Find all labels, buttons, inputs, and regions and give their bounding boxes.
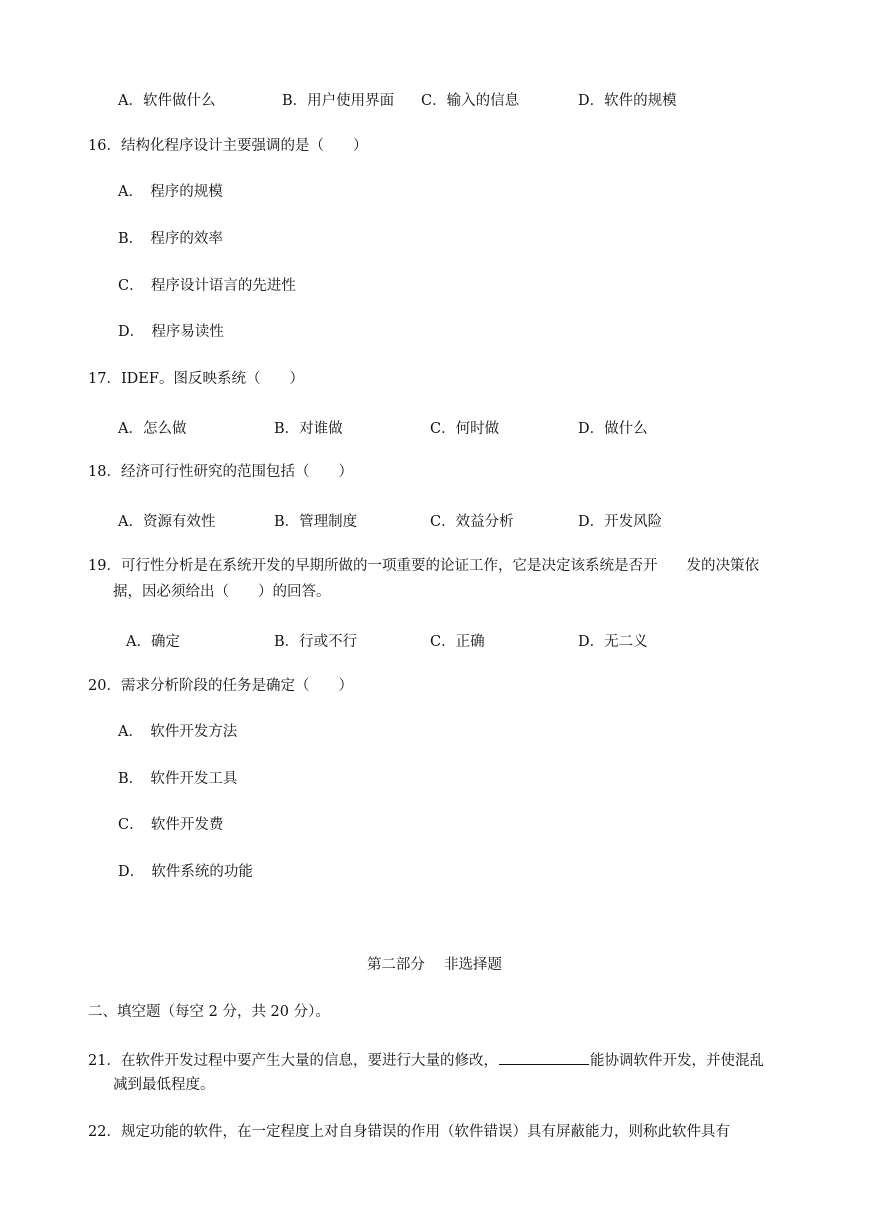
q20-stem: 20．需求分析阶段的任务是确定（ ）: [88, 678, 353, 694]
q19-option-c: C．正确: [430, 634, 485, 650]
part2-title: 第二部分 非选择题: [366, 957, 503, 973]
q20-option-a: A． 软件开发方法: [118, 724, 238, 740]
q18-stem: 18．经济可行性研究的范围包括（ ）: [88, 464, 353, 480]
q21-answer-blank: [499, 1050, 589, 1065]
q16-option-d: D． 程序易读性: [118, 324, 224, 340]
q18-option-a: A．资源有效性: [118, 514, 216, 530]
q20-option-c: C． 软件开发费: [118, 817, 224, 833]
q17-stem: 17．IDEF。图反映系统（ ）: [88, 371, 304, 387]
q16-option-b: B． 程序的效率: [118, 231, 223, 247]
q18-option-d: D．开发风险: [578, 514, 663, 530]
q22-stem: 22．规定功能的软件，在一定程度上对自身错误的作用（软件错误）具有屏蔽能力，则称此软件具有: [88, 1124, 730, 1140]
q20-option-d: D． 软件系统的功能: [118, 864, 253, 880]
q17-option-c: C．何时做: [430, 421, 500, 437]
q16-option-c: C． 程序设计语言的先进性: [118, 278, 296, 294]
q16-option-a: A． 程序的规模: [118, 184, 223, 200]
q18-option-b: B．管理制度: [274, 514, 358, 530]
q21-stem-after: 能协调软件开发，并使混乱: [589, 1053, 764, 1069]
q20-option-b: B． 软件开发工具: [118, 771, 238, 787]
q15-option-c: C．输入的信息: [421, 93, 520, 109]
section2-heading: 二、填空题（每空 2 分，共 20 分）。: [88, 1004, 330, 1020]
q21-stem-line2: 减到最低程度。: [113, 1077, 215, 1093]
q18-option-c: C．效益分析: [430, 514, 514, 530]
q15-option-d: D．软件的规模: [578, 93, 677, 109]
q21-stem-before: 21．在软件开发过程中要产生大量的信息，要进行大量的修改，: [88, 1053, 498, 1069]
q19-stem-line1: 19．可行性分析是在系统开发的早期所做的一项重要的论证工作，它是决定该系统是否开 发的决策依: [88, 558, 759, 574]
q15-option-a: A．软件做什么: [118, 93, 216, 109]
q19-stem-line2: 据，因必须给出（ ）的回答。: [113, 584, 331, 600]
q21-stem-line1: [88, 1050, 764, 1070]
q16-stem: 16．结构化程序设计主要强调的是（ ）: [88, 138, 368, 154]
q19-option-b: B．行或不行: [274, 634, 358, 650]
q15-option-b: B．用户使用界面: [282, 93, 395, 109]
q17-option-a: A．怎么做: [118, 421, 187, 437]
q17-option-b: B．对谁做: [274, 421, 343, 437]
q19-option-a: A．确定: [126, 634, 180, 650]
q17-option-d: D．做什么: [578, 421, 648, 437]
q19-option-d: D．无二义: [578, 634, 648, 650]
